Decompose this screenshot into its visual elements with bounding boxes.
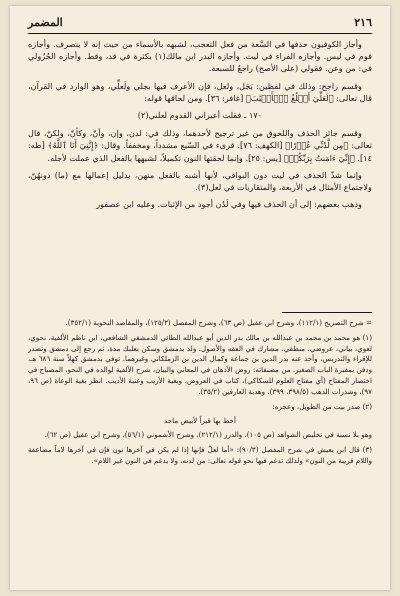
footnote: وهو بلا نسبة في تخليص الشواهد (ص ١٠٥)، والدرر (٢١٢/١)، وشرح الأشموني (٥٦/١)، وشرح ابن عقيل (ص ٦٢). (44, 430, 372, 440)
header-rule (28, 33, 372, 34)
footnotes (28, 318, 372, 471)
paragraph: وذهب بعضهم: إلى أن الحذف فيها وفي لَدُن أجود من الإثبات. وعليه ابن عصفور (96, 199, 362, 210)
footnote: (٢) صدر بيت من الطويل، وعجزه: (272, 401, 372, 411)
chapter-title: المضمر (28, 16, 63, 29)
paragraph: وأجاز الكوفيون حذفها في السَّعة من فعل التعجب، لشبهه بالأسماء من حيث إنه لا يتصرف. وأجازه قوم في ليس. وأجازه الفراء في ليت. وأجازه البدر ابن مالك(١) بكثرة في قد، وقط. وأجازه الجُزُولي في: من وعن. فقولي (على الأصح) راجعٌ للسبعة. (28, 39, 372, 74)
page-header (28, 16, 372, 32)
footnote-separator (282, 312, 372, 313)
footnote: (١) هو محمد بن محمد بن عبدالله بن مالك بدر الدين أبو عبدالله الطائي الدمشقي الشافعي، ابن ناظم الألفية، نحوي، لغوي، بياني، عروضي، منطقي، مشارك في الفقه والأصول. ولد بدمشق وسكن بعلبك مدة، ثم رجع إلى دمشق وتصدر للإقراء والتدريس، وأخذ عنه بدر الدين بن جماعة وكمال الدين بن الزملكاني وغيرهما. توفي بدمشق كهلاً سنة ٦٨٦ هـ، ودفن بمقبرة الباب الصغير. من مصنفاته: روض الأذهان في المعاني والبيان، شرح الألفية لوالده في النحو، المصباح في اختصار المفتاح (أي مفتاح العلوم للسكاكي)، كتاب في العروض، وبغية الأريب وغنية الأديب. انظر بغية الوعاة (ص ٩٦، ٩٧)، وشذرات الذهب (٣٩٨/٥، ٣٩٩)، وهدية العارفين (٣٥/٢). (28, 332, 372, 396)
verse-line: ١٧٠ ـ فقلت أعيراني القدوم لعلني(٢) (137, 110, 263, 121)
page-number: ٢١٦ (354, 16, 372, 29)
paragraph: وقسم راجح: وذلك في لفظين: بَجَل، ولعل، فإن الأعرف فيها بجلي ولَعلِّي، وهو الوارد في القرآن، قال تعالى: ﴿لَعَلِّيٓ أَبۡلُغُ ٱلۡأَسۡبَٰبَ﴾ [غافر: ٣٦]. ومن لحاقها قوله: (28, 80, 372, 103)
footnote-verse: أخط بها قبراً لأبيض ماجد (164, 416, 236, 426)
paragraph: وقسم جائز الحذف واللحوق من غير ترجيح لأحدهما، وذلك في: لدن، وإن، وأنّ، وكأنّ، ولكنّ، قال تعالى: ﴿مِن لَّدُنِّي عُذۡرٗا﴾ [الكهف: ٧٦]. قرىء في السّبع مشدداً، ومخففاً. وقال: ﴿إِنَّنِيٓ أَنَا ٱللَّهُ﴾ [طه: ١٤]. ﴿إِنِّيٓ ءَامَنتُ بِرَبِّكُمۡ﴾ [يس: ٢٥]. وإنما لحقتها النون تكميلاً، لشبهها بالفعل الذي عملت لأجله. (28, 128, 372, 163)
footnote: (٣) قال ابن يعيش في شرح المفصل (٩٠/٣): «أما لعلّ فإنها إذا لم يكن في آخرها نون فإن في آخرها لاماً مضاعفة واللام قريبة من النون» ولذلك تدغم فيها نحو قوله تعالى: من لدنه، ولا يدغم في النون غير اللام». (28, 444, 372, 465)
paragraph: وإنما شذّ الحذف في ليت دون البواقي، لأنها أشبه بالفعل منهن، بدليل إعمالها مع (ما) دونهُنّ، ولاجتماع الأمثال في الأربعة، والمتقاربات في لعل(٣). (28, 169, 372, 193)
main-text (28, 38, 372, 215)
book-page (10, 6, 390, 590)
footnote: = شرح التصريح (١١٢/١)، وشرح ابن عقيل (ص ٦٣)، وشرح المفصل (١٢٥/٣)، والمقاصد النحوية (٣٥٢/١). (65, 318, 372, 327)
